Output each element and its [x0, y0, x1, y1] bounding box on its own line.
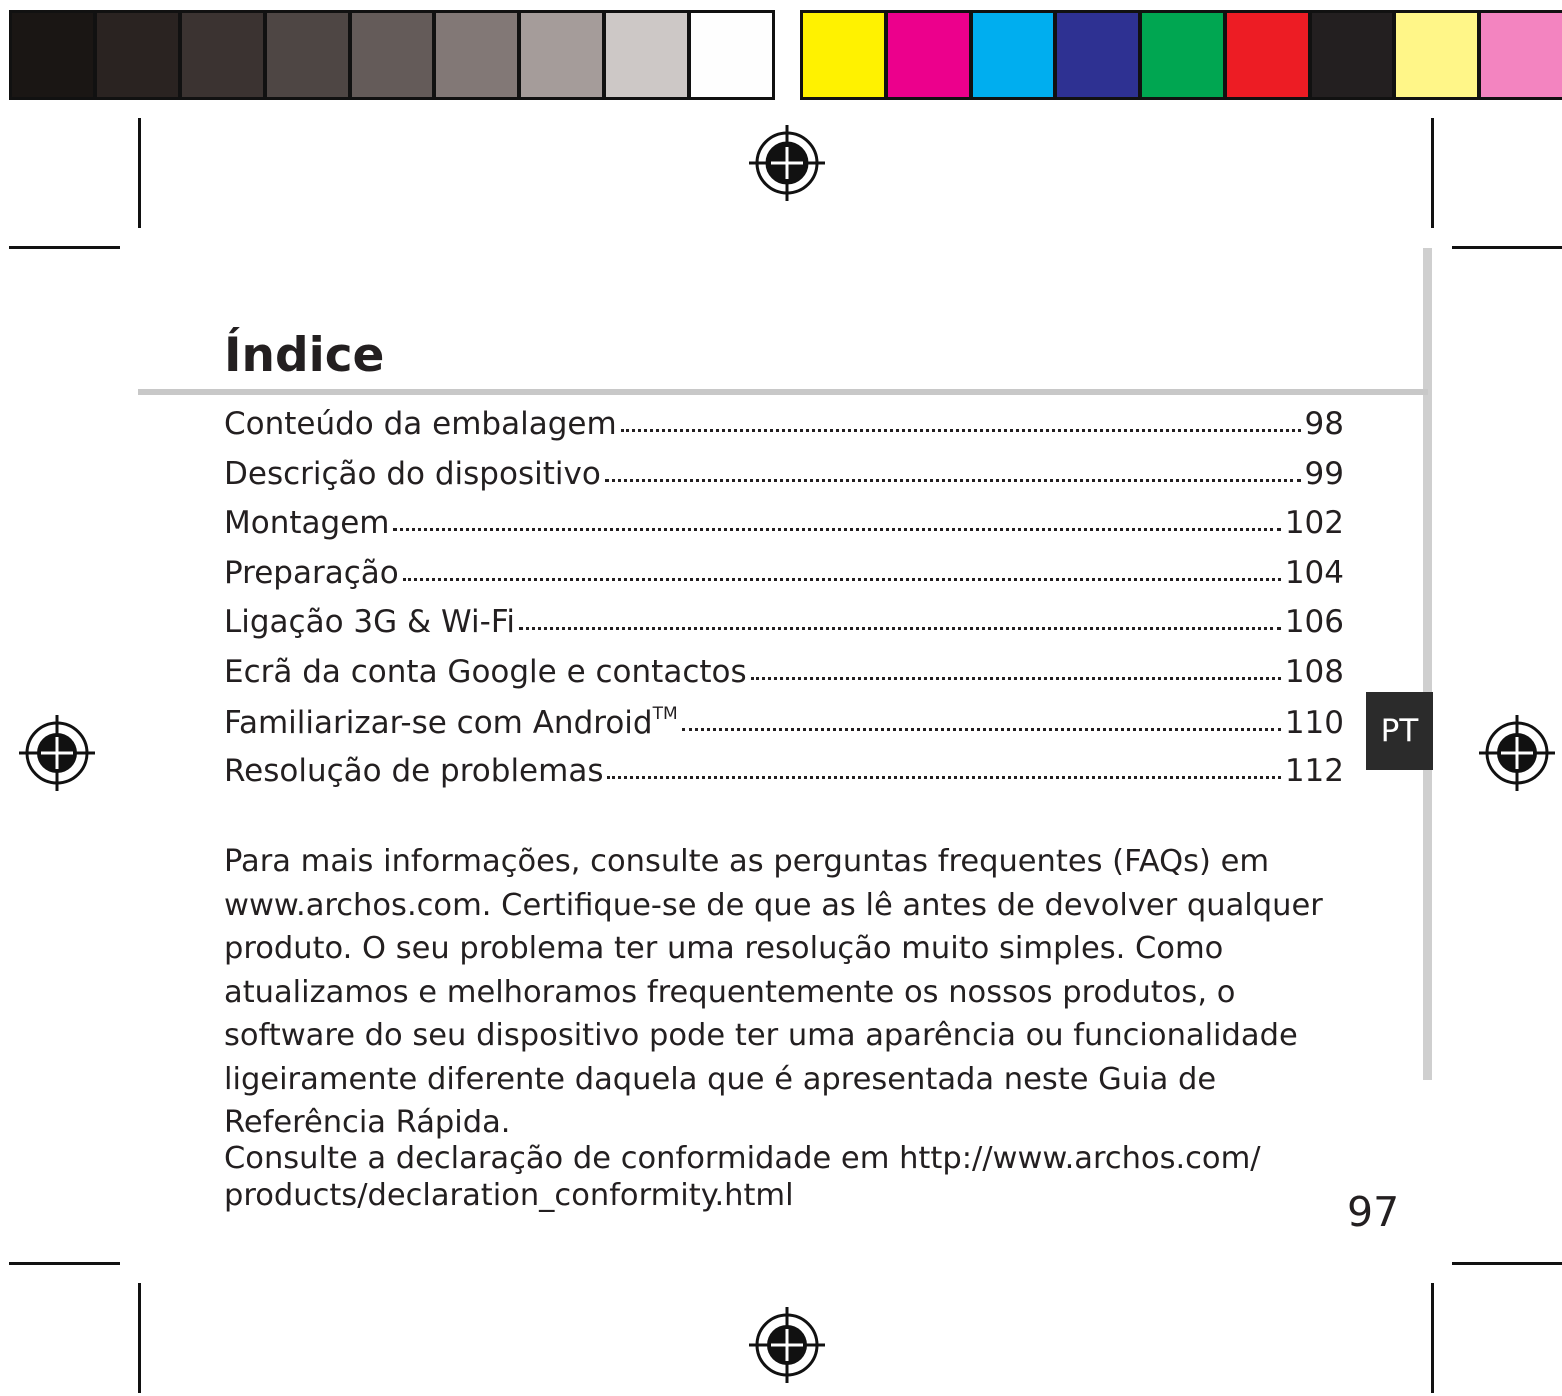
color-swatch-3 [973, 13, 1054, 97]
toc-entry-label: Ligação 3G & Wi-Fi [224, 604, 516, 641]
color-calibration-bar [800, 10, 1562, 100]
trademark-superscript: TM [652, 703, 678, 724]
toc-dot-leader [607, 776, 1280, 779]
crop-mark-bottom-right-vertical [1431, 1283, 1434, 1393]
gray-swatch-3 [182, 13, 263, 97]
toc-entry [224, 654, 1344, 704]
toc-entry-page: 110 [1284, 704, 1344, 741]
color-swatch-1 [803, 13, 884, 97]
crop-mark-bottom-left-vertical [138, 1283, 141, 1393]
info-paragraph: Para mais informações, consulte as perguntas frequentes (FAQs) em www.archos.com. Certifique-se de que as lê antes de devolver qualquer produto. O seu problema ter uma resolução muito simples. Como atualizamos e melhoramos frequentemente os nossos produtos, o software do seu dispositivo pode ter uma aparência ou funcionalidade ligeiramente diferente daquela que é apresentada neste Guia de Referência Rápida. [224, 844, 1323, 1140]
crop-mark-top-left-horizontal [9, 246, 120, 249]
language-tab: PT [1366, 692, 1433, 770]
toc-entry-label: Descrição do dispositivo [224, 455, 601, 492]
page-title: Índice [224, 328, 385, 383]
toc-entry [224, 505, 1344, 555]
toc-entry-label: Conteúdo da embalagem [224, 406, 617, 442]
toc-entry [224, 555, 1344, 605]
toc-entry [224, 704, 1344, 754]
color-swatch-6 [1227, 13, 1308, 97]
title-rule [138, 389, 1428, 395]
toc-entry-label: Ecrã da conta Google e contactos [224, 653, 747, 690]
gray-swatch-4 [267, 13, 348, 97]
declaration-text: Consulte a declaração de conformidade em http://www.archos.com/ products/declaration_conformity.html [224, 1141, 1261, 1213]
toc-entry [224, 456, 1344, 506]
margin-guide-bar [1423, 248, 1432, 1080]
registration-target-icon [17, 713, 97, 793]
crop-mark-top-right-horizontal [1452, 246, 1562, 249]
toc-entry-page: 102 [1284, 505, 1344, 542]
toc-entry-page: 98 [1304, 406, 1344, 442]
registration-target-icon [747, 1305, 827, 1385]
toc-entry-page: 108 [1284, 653, 1344, 690]
crop-mark-bottom-left-horizontal [9, 1262, 120, 1265]
grayscale-calibration-bar [9, 10, 775, 100]
table-of-contents [224, 406, 1344, 803]
registration-target-icon [747, 123, 827, 203]
toc-entry-label: Preparação [224, 554, 399, 591]
gray-swatch-1 [12, 13, 93, 97]
toc-entry [224, 406, 1344, 456]
gray-swatch-6 [436, 13, 517, 97]
color-swatch-4 [1057, 13, 1138, 97]
registration-target-icon [1477, 713, 1557, 793]
toc-entry-page: 106 [1284, 604, 1344, 641]
color-swatch-7 [1312, 13, 1393, 97]
toc-dot-leader [393, 528, 1280, 531]
gray-swatch-8 [606, 13, 687, 97]
toc-entry-label: Familiarizar-se com Android™ [224, 703, 678, 741]
gray-swatch-2 [97, 13, 178, 97]
color-swatch-5 [1142, 13, 1223, 97]
toc-entry-page: 104 [1284, 554, 1344, 591]
toc-entry-label: Montagem [224, 505, 390, 542]
crop-mark-bottom-right-horizontal [1452, 1262, 1562, 1265]
color-swatch-9 [1481, 13, 1562, 97]
gray-swatch-7 [521, 13, 602, 97]
toc-dot-leader [621, 429, 1301, 432]
toc-entry [224, 604, 1344, 654]
color-swatch-8 [1396, 13, 1477, 97]
toc-dot-leader [403, 578, 1281, 581]
page-number: 97 [1347, 1188, 1400, 1236]
toc-dot-leader [605, 479, 1301, 482]
toc-entry-label: Resolução de problemas [224, 753, 604, 790]
toc-entry-page: 99 [1304, 455, 1344, 492]
color-swatch-2 [888, 13, 969, 97]
crop-mark-top-left-vertical [138, 118, 141, 228]
toc-entry [224, 753, 1344, 803]
toc-dot-leader [751, 677, 1281, 680]
gray-swatch-9 [691, 13, 772, 97]
toc-dot-leader [519, 627, 1281, 630]
gray-swatch-5 [352, 13, 433, 97]
toc-dot-leader [682, 728, 1281, 731]
toc-entry-page: 112 [1284, 753, 1344, 790]
crop-mark-top-right-vertical [1431, 118, 1434, 228]
